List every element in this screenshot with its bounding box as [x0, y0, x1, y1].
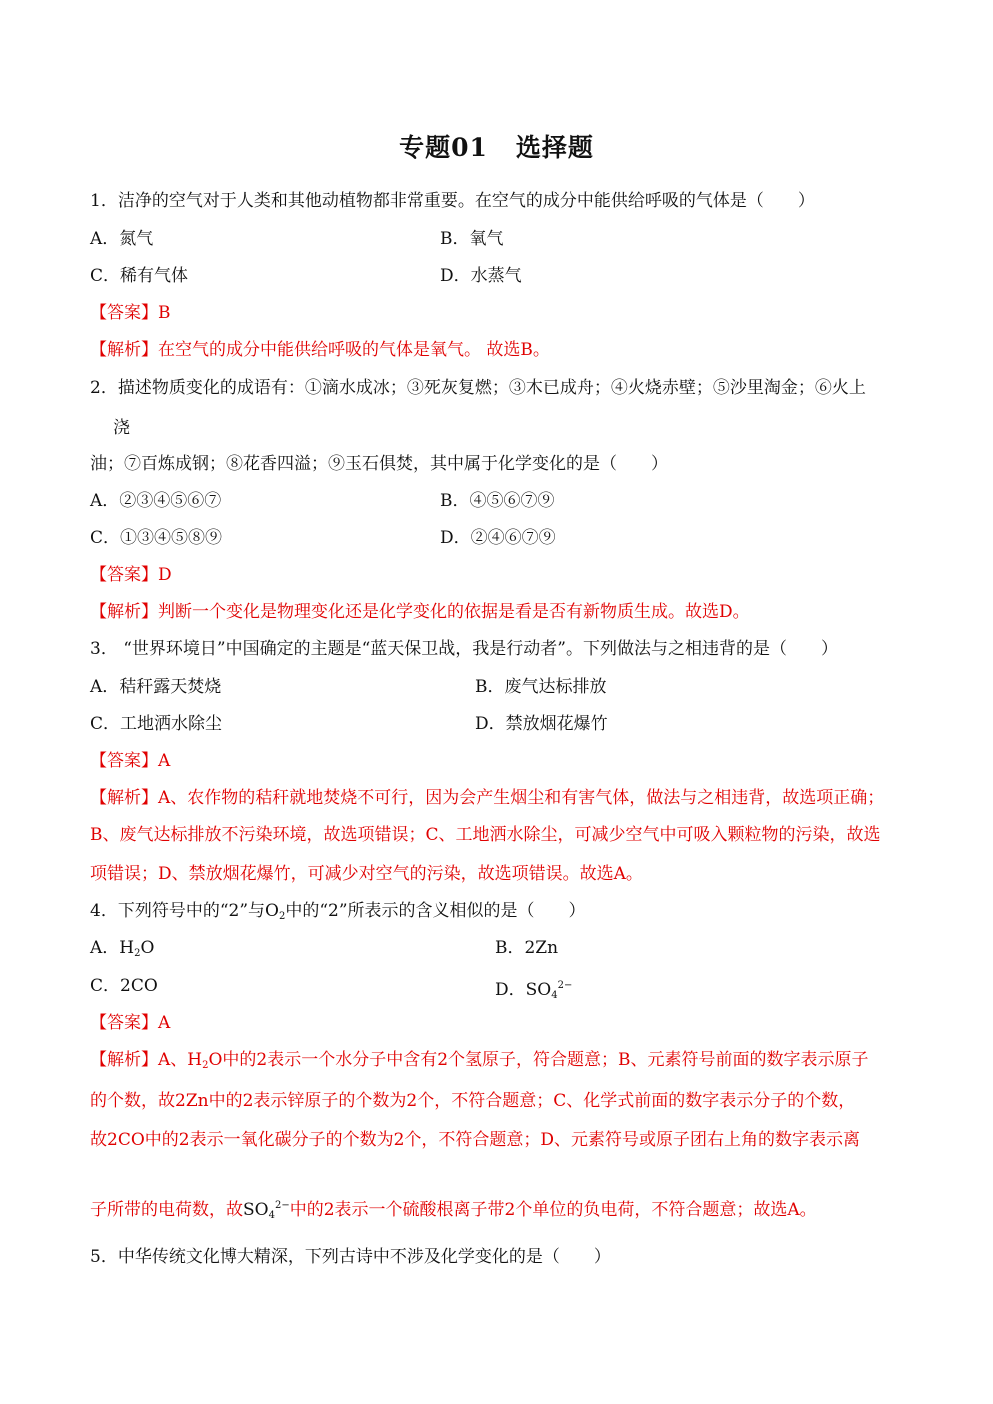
q2-stem-line2: 浇	[113, 418, 130, 438]
q2-option-b: B．④⑤⑥⑦⑨	[440, 491, 555, 511]
q3-option-b: B．废气达标排放	[475, 677, 607, 697]
q4-analysis-line3: 故2CO中的2表示一氧化碳分子的个数为2个，不符合题意；D、元素符号或原子团右上角的数字表示离	[90, 1130, 861, 1150]
title-main: 专题01	[399, 133, 488, 162]
q4-an4-post: 中的2表示一个硫酸根离子带2个单位的负电荷，不符合题意；故选A。	[289, 1200, 817, 1220]
q4-answer: 【答案】A	[90, 1013, 171, 1033]
q4-option-c: C．2CO	[90, 976, 158, 996]
q4-stem-sub: 2	[278, 911, 286, 922]
q4-an4-pre: 子所带的电荷数，故	[90, 1200, 243, 1220]
q2-stem-line3: 油；⑦百炼成钢；⑧花香四溢；⑨玉石俱焚，其中属于化学变化的是（ ）	[90, 454, 668, 474]
q4-option-d	[495, 975, 572, 1007]
q4-an4-formula	[243, 1200, 290, 1220]
q1-analysis: 【解析】在空气的成分中能供给呼吸的气体是氧气。 故选B。	[90, 340, 550, 360]
q3-analysis-line1: 【解析】A、农作物的秸秆就地焚烧不可行，因为会产生烟尘和有害气体，做法与之相违背，故选项正确；	[90, 788, 885, 808]
q5-stem: 5．中华传统文化博大精深，下列古诗中不涉及化学变化的是（ ）	[90, 1247, 611, 1267]
q4-an4-sub: 4	[268, 1210, 275, 1221]
q2-stem-line1: 2．描述物质变化的成语有：①滴水成冰；③死灰复燃；③木已成舟；④火烧赤壁；⑤沙里淘金；⑥火上	[90, 378, 866, 398]
title-sub: 选择题	[515, 133, 594, 162]
q1-option-d: D．水蒸气	[440, 266, 522, 286]
q1-option-b: B．氧气	[440, 229, 504, 249]
q2-analysis: 【解析】判断一个变化是物理变化还是化学变化的依据是看是否有新物质生成。故选D。	[90, 602, 750, 622]
q2-option-d: D．②④⑥⑦⑨	[440, 528, 556, 548]
q1-option-a: A．氮气	[90, 229, 154, 249]
q4-an4-so: SO	[243, 1200, 269, 1220]
q4-stem-pre: 4．下列符号中的“2”与O	[90, 901, 279, 921]
q4-stem-post: 中的“2”所表示的含义相似的是（ ）	[285, 901, 586, 921]
q4-analysis-line1	[90, 1049, 869, 1077]
q4-an1-pre: 【解析】A、H	[90, 1050, 203, 1070]
q2-option-c: C．①③④⑤⑧⑨	[90, 528, 223, 548]
q4-d-sup: 2−	[557, 980, 573, 991]
q3-option-c: C．工地洒水除尘	[90, 714, 223, 734]
q4-d-pre: D．SO	[495, 980, 552, 1000]
q1-answer: 【答案】B	[90, 303, 171, 323]
q3-answer: 【答案】A	[90, 751, 171, 771]
q4-a-post: O	[140, 938, 155, 958]
q4-option-a	[90, 937, 154, 965]
q4-d-sub: 4	[551, 990, 558, 1001]
page-title	[0, 128, 993, 164]
q4-a-pre: A．H	[90, 938, 135, 958]
q4-analysis-line2: 的个数，故2Zn中的2表示锌原子的个数为2个，不符合题意；C、化学式前面的数字表示分子的个数，	[90, 1091, 856, 1111]
q4-an1-post: O中的2表示一个水分子中含有2个氢原子，符合题意；B、元素符号前面的数字表示原子	[208, 1050, 869, 1070]
q1-stem: 1．洁净的空气对于人类和其他动植物都非常重要。在空气的成分中能供给呼吸的气体是（ ）	[90, 191, 815, 211]
q3-analysis-line3: 项错误；D、禁放烟花爆竹，可减少对空气的污染，故选项错误。故选A。	[90, 864, 643, 884]
q4-an4-sup: 2−	[274, 1200, 290, 1211]
q4-analysis-line4	[90, 1195, 817, 1227]
q3-analysis-line2: B、废气达标排放不污染环境，故选项错误；C、工地洒水除尘，可减少空气中可吸入颗粒物的污染，故选	[90, 825, 881, 845]
q3-option-a: A．秸秆露天焚烧	[90, 677, 222, 697]
q4-option-b: B．2Zn	[495, 938, 559, 958]
q3-option-d: D．禁放烟花爆竹	[475, 714, 608, 734]
q4-a-sub: 2	[134, 948, 141, 959]
q4-stem	[90, 900, 586, 928]
q2-option-a: A．②③④⑤⑥⑦	[90, 491, 222, 511]
q3-stem: 3． “世界环境日”中国确定的主题是“蓝天保卫战，我是行动者”。下列做法与之相违背的是（ ）	[90, 639, 838, 659]
q2-answer: 【答案】D	[90, 565, 172, 585]
q1-option-c: C．稀有气体	[90, 266, 189, 286]
q4-an1-sub: 2	[202, 1060, 209, 1071]
